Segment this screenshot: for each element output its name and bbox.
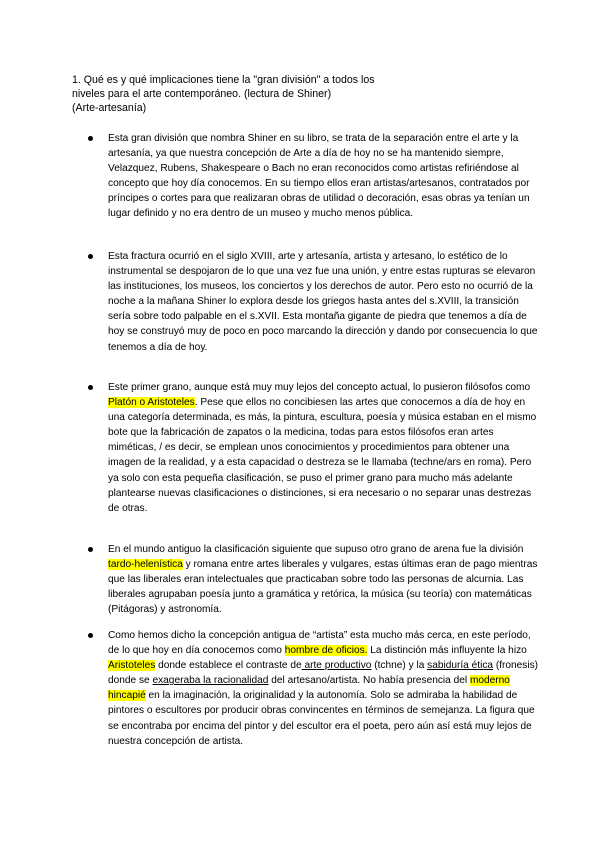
highlighted-text: Aristoteles [108,660,156,672]
highlighted-text: Platón o Aristoteles [108,397,195,409]
paragraph-text: en la imaginación, la originalidad y la autonomía. Solo se admiraba la habilidad de pintores o escultores por producir obras convincentes en términos de semejanza. La figura que se encontraba por encima del pintor y del escultor era el poeta, pero aún así está muy lejos de nuestra concepción de artista. [108,690,535,747]
paragraph-text: Como hemos dicho la concepción antigua de “artista” esta mucho más cerca, en este período, de lo que hoy en día conocemos como [108,630,531,657]
bullet-dot-icon [88,633,93,638]
underlined-text: exageraba la racionalidad [152,675,269,687]
bullet-dot-icon [88,385,93,390]
underlined-text: arte productivo [301,660,372,672]
paragraph-text: del artesano/artista. No había presencia del [268,675,470,687]
bullet-dot-icon [88,254,93,259]
paragraph-text: donde establece el contraste de [155,660,302,672]
underlined-text: sabiduría ética [427,660,494,672]
paragraph-text: En el mundo antiguo la clasificación siguiente que supuso otro grano de arena fue la división [108,544,524,555]
heading-line: 1. Qué es y qué implicaciones tiene la "gran división" a todos los [72,74,375,86]
bullet-paragraph [108,249,542,355]
highlighted-text: moderno hincapié [108,675,510,702]
question-heading [72,73,532,116]
highlighted-text: hombre de oficios. [284,645,368,657]
paragraph-text: . Pese que ellos no concibiesen las artes que conocemos a día de hoy en una categoría determinada, es más, la pintura, escultura, poesía y música estaban en el mismo bote que la fabricación de zapatos o la medicina, todas para estos filósofos eran artes miméticas, / es decir, se emplean unos conocimientos y procedimientos para obtener una imagen de la realidad, y a esta capacidad o destreza se le llamaba (techne/ars en roma). Pero ya solo con esta pequeña clasificación, se puso el primer grano para mucho más adelante plantearse nuevas clasificaciones o distinciones, si era necesario o no separar unas destrezas de otras. [108,397,537,514]
heading-line: (Arte-artesanía) [72,102,147,115]
bullet-paragraph [108,542,542,617]
bullet-dot-icon [88,547,93,552]
paragraph-text: Esta gran división que nombra Shiner en su libro, se trata de la separación entre el arte y la artesanía, ya que nuestra concepción de Arte a día de hoy no se ha mantenido siempre, Velazquez, Rubens, Shakespeare o Bach no eran reconocidos como artistas refiriéndose al concepto que hoy día conocemos. En su tiempo ellos eran artistas/artesanos, contratados por príncipes o cortes para que realizaran obras de utilidad o decoración, esas obras ya tenían un lugar definido y no era dentro de un museo y mucho menos pública. [108,133,530,220]
paragraph-text: y romana entre artes liberales y vulgares, estas últimas eran de pago mientras que las liberales eran intelectuales que practicaban sobre todo las personas de alcurnia. Las liberales agrupaban poesía junto a gramática y retórica, la música (su teoría) con matemáticas (Pitágoras) y astronomía. [108,559,538,616]
heading-line: niveles para el arte contemporáneo. (lectura de Shiner) [72,88,332,101]
paragraph-text: La distinción más influyente la hizo [367,645,527,657]
bullet-paragraph [108,628,542,749]
paragraph-text: (tchne) y la [371,660,428,672]
bullet-paragraph [108,380,542,516]
bullet-dot-icon [88,136,93,141]
bullet-paragraph [108,131,542,222]
paragraph-text: Esta fractura ocurrió en el siglo XVIII, arte y artesanía, artista y artesano, lo estético de lo instrumental se despojaron de lo que una vez fue una unión, y entre estas rupturas se elevaron las instituciones, los museos, los conciertos y los derechos de autor. Pero esto no ocurrió de la noche a la mañana Shiner lo explora desde los griegos hasta antes del s.XVIII, la transición sería sobre todo palpable en el s.XVII. Esta montaña gigante de piedra que tenemos a día de hoy se construyó muy de poco en poco marcando la dirección y dando por consecuencia lo que tenemos a día de hoy. [108,251,538,353]
highlighted-text: tardo-helenística [108,559,183,571]
paragraph-text: (fronesis) donde se [108,660,539,687]
paragraph-text: Este primer grano, aunque está muy muy lejos del concepto actual, lo pusieron filósofos como [108,382,531,393]
